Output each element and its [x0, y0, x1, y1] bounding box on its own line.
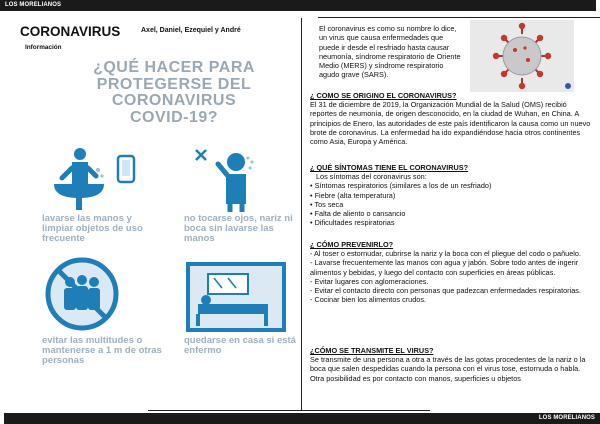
tile-caption: quedarse en casa si está enfermo	[184, 335, 296, 356]
info-label: Información	[25, 44, 62, 51]
tile-caption: evitar las multitudes o mantenerse a 1 m de otras personas	[42, 335, 162, 366]
list-item: • Fiebre (alta temperatura)	[310, 190, 396, 200]
tile-caption: lavarse las manos y limpiar objetos de uso frecuente	[42, 213, 143, 244]
poster-title-line: ¿QUÉ HACER PARA	[93, 59, 255, 76]
poster-tile	[42, 254, 162, 366]
left-column	[20, 18, 298, 413]
bottom-banner: LOS MORELIANOS	[4, 413, 600, 424]
no-touch-face-icon	[184, 144, 294, 214]
prevent-heading: ¿ CÓMO PREVENIRLO?	[310, 240, 394, 249]
transmit-body: Se transmite de una persona a otra a través de las gotas procedentes de la nariz o la boca que salen despedidas cuando la persona con el virus tose, estornuda o habla. Otra posibilidad es por contacto con manos, superficies u objetos	[310, 355, 586, 383]
handwash-icon	[42, 144, 152, 214]
origin-body: El 31 de diciembre de 2019, la Organización Mundial de la Salud (OMS) recibió reportes de neumonía, de origen desconocido, en la ciudad de Wuhan, en China. A principios de Enero, las autoridades de este país identificaron la causa como un nuevo brote de coronavirus. La enfermedad ha ido expandiéndose hacia otros continentes como Asia, Europa y América.	[310, 100, 591, 147]
list-item: - Al toser o estornudar, cubrirse la nariz y la boca con el pliegue del codo o pañuelo.	[310, 249, 581, 259]
stay-home-icon	[184, 260, 294, 336]
right-column	[307, 18, 592, 413]
authors: Axel, Daniel, Ezequiel y André	[141, 27, 241, 34]
transmit-heading: ¿CÓMO SE TRANSMITE EL VIRUS?	[310, 346, 434, 355]
top-banner: LOS MORELIANOS	[0, 0, 596, 11]
symptoms-intro: Los síntomas del coronavirus son:	[316, 172, 427, 182]
poster-title-line: COVID-19?	[129, 108, 219, 126]
symptoms-section	[310, 163, 592, 227]
intro-paragraph: El coronavirus es como su nombre lo dice, un virus que causa enfermedades que puede ir desde el resfriado hasta causar neumonía, síndrome respiratorio de Oriente Medio (MERS) y síndrome respiratorio agudo grave (SARS).	[319, 24, 461, 80]
page-title: CORONAVIRUS	[20, 24, 121, 39]
poster-tile	[42, 144, 162, 244]
list-item: - Lavarse frecuentemente las manos con agua y jabón. Sobre todo antes de ingerir alimentos y bebidas, y luego del contacto con superficies en áreas públicas.	[310, 258, 579, 277]
poster-title-line: PROTEGERSE DEL	[96, 75, 252, 93]
list-item: • Falta de aliento o cansancio	[310, 209, 406, 219]
poster-title	[34, 60, 314, 126]
no-crowds-icon	[42, 254, 152, 336]
coronavirus-image	[470, 20, 574, 92]
symptoms-list	[310, 181, 592, 227]
list-item: - Evitar lugares con aglomeraciones.	[310, 276, 429, 286]
transmit-section	[310, 346, 592, 383]
poster-tile	[184, 260, 304, 356]
symptoms-heading: ¿ QUÉ SÍNTOMAS TIENE EL CORONAVIRUS?	[310, 163, 469, 172]
poster-tile	[184, 144, 304, 244]
list-item: - Evitar el contacto directo con personas que padezcan enfermedades respiratorias.	[310, 286, 581, 296]
poster-title-line: CORONAVIRUS	[111, 92, 237, 109]
list-item: • Dificultades respiratorias	[310, 218, 395, 228]
list-item: - Cocinar bien los alimentos crudos.	[310, 295, 426, 305]
prevent-list	[310, 249, 592, 304]
list-item: • Tos seca	[310, 199, 344, 209]
prevent-section	[310, 240, 592, 304]
list-item: • Síntomas respiratorios (similares a los de un resfriado)	[310, 181, 492, 191]
origin-heading: ¿ COMO SE ORIGINO EL CORONAVIRUS?	[310, 91, 457, 100]
tile-caption: no tocarse ojos, nariz ni boca sin lavarse las manos	[184, 213, 293, 244]
origin-section	[310, 91, 592, 146]
